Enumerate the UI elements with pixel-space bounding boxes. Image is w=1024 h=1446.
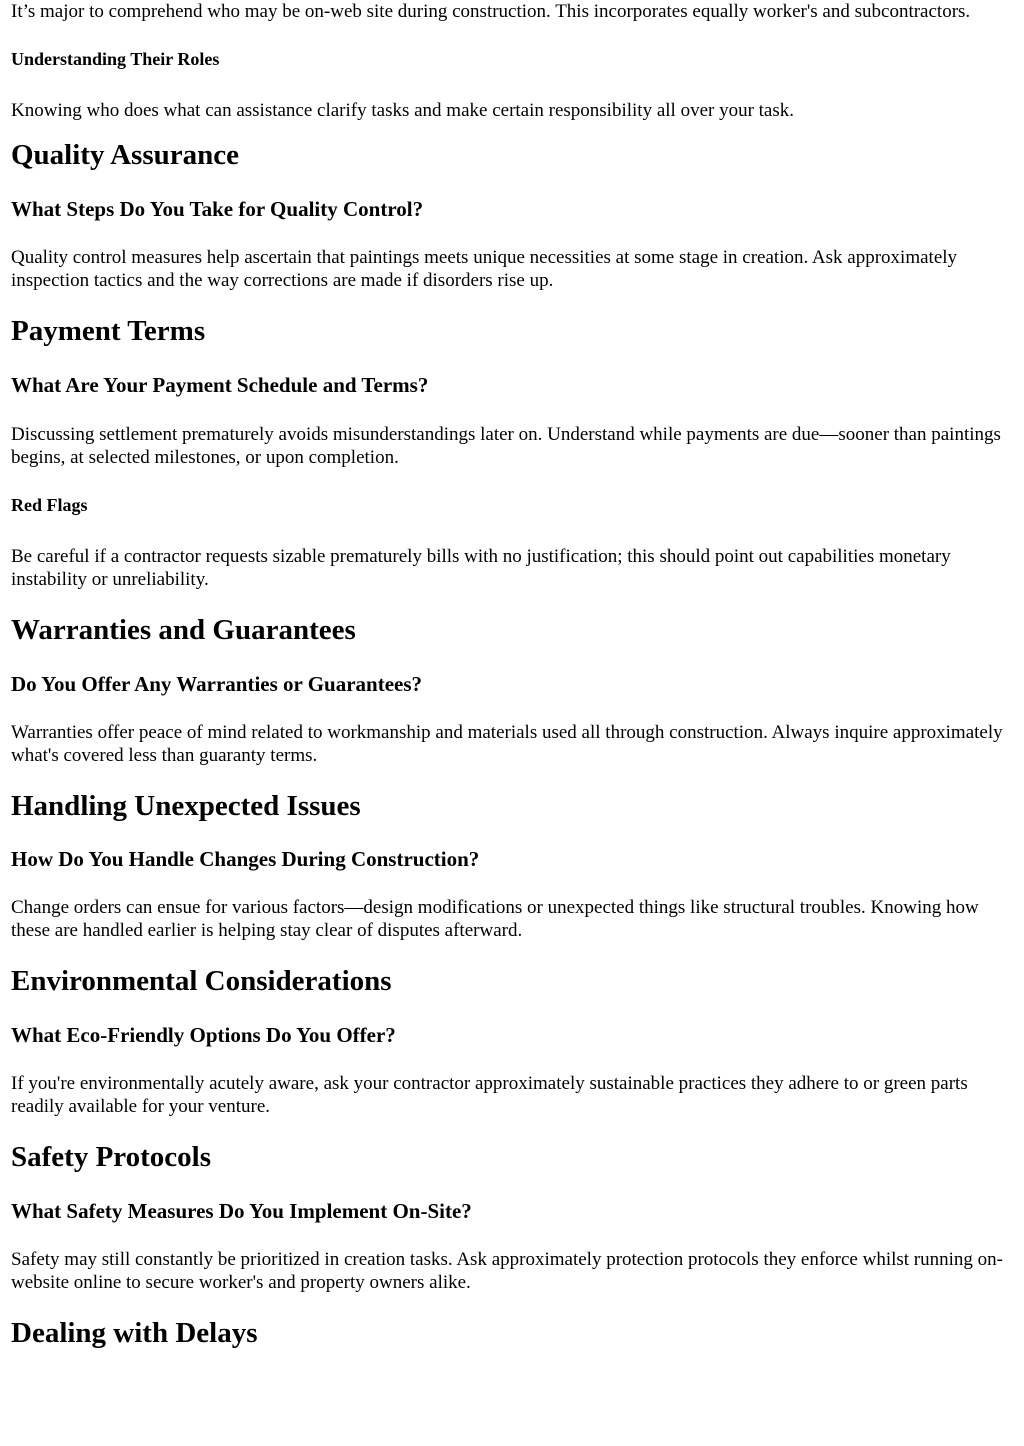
quality-heading: Quality Assurance: [11, 139, 239, 171]
roles-heading: Understanding Their Roles: [11, 49, 220, 69]
red-flags-paragraph: Be careful if a contractor requests sizable prematurely bills with no justification; this should point out capabilities monetary instability or unreliability.: [11, 546, 951, 590]
payment-paragraph: Discussing settlement prematurely avoids misunderstandings later on. Understand while payments are due—sooner than paintings begins, at selected milestones, or upon completion.: [11, 424, 1001, 468]
warranties-subheading: Do You Offer Any Warranties or Guarantees?: [11, 672, 423, 696]
environmental-heading: Environmental Considerations: [11, 965, 392, 997]
warranties-heading: Warranties and Guarantees: [11, 614, 356, 646]
roles-paragraph: Knowing who does what can assistance clarify tasks and make certain responsibility all over your task.: [11, 100, 795, 121]
unexpected-subheading: How Do You Handle Changes During Construction?: [11, 847, 480, 871]
intro-paragraph: It’s major to comprehend who may be on-web site during construction. This incorporates equally worker's and subcontractors.: [11, 1, 971, 22]
safety-paragraph: Safety may still constantly be prioritized in creation tasks. Ask approximately protection protocols they enforce whilst running on-website online to secure worker's and property owners alike.: [11, 1249, 1003, 1293]
quality-subheading: What Steps Do You Take for Quality Control?: [11, 197, 424, 221]
environmental-subheading: What Eco-Friendly Options Do You Offer?: [11, 1023, 396, 1047]
warranties-paragraph: Warranties offer peace of mind related to workmanship and materials used all through construction. Always inquire approximately what's covered less than guaranty terms.: [11, 722, 1003, 766]
unexpected-heading: Handling Unexpected Issues: [11, 790, 361, 822]
safety-subheading: What Safety Measures Do You Implement On-Site?: [11, 1199, 472, 1223]
delays-heading: Dealing with Delays: [11, 1317, 258, 1349]
environmental-paragraph: If you're environmentally acutely aware, ask your contractor approximately sustainable practices they adhere to or green parts readily available for your venture.: [11, 1073, 968, 1117]
payment-heading: Payment Terms: [11, 315, 206, 347]
unexpected-paragraph: Change orders can ensue for various factors—design modifications or unexpected things like structural troubles. Knowing how these are handled earlier is helping stay clear of disputes afterward.: [11, 897, 979, 941]
quality-paragraph: Quality control measures help ascertain that paintings meets unique necessities at some stage in creation. Ask approximately inspection tactics and the way corrections are made if disorders rise up.: [11, 247, 958, 291]
payment-subheading: What Are Your Payment Schedule and Terms?: [11, 373, 429, 397]
red-flags-heading: Red Flags: [11, 495, 88, 515]
safety-heading: Safety Protocols: [11, 1141, 211, 1173]
